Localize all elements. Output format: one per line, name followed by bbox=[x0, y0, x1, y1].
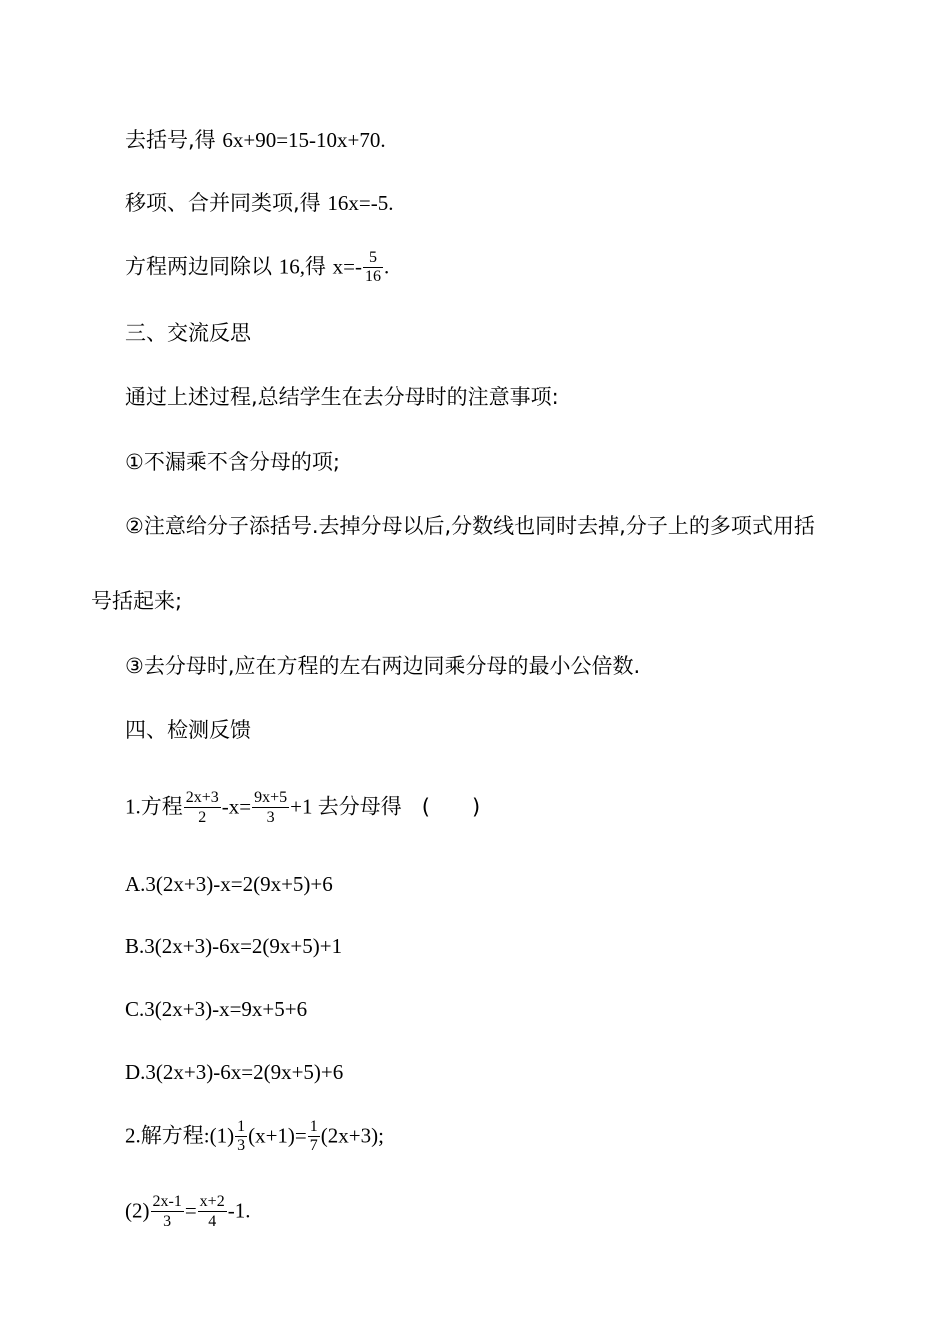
section-heading-3: 三、交流反思 bbox=[125, 321, 251, 345]
list-item-2: ②注意给分子添括号.去掉分母以后,分数线也同时去掉,分子上的多项式用括 bbox=[125, 514, 815, 538]
denominator: 16 bbox=[364, 268, 381, 285]
list-item-1: ①不漏乘不含分母的项; bbox=[125, 450, 340, 474]
fraction bbox=[184, 788, 221, 827]
text-line-combine-terms bbox=[125, 187, 393, 219]
equation: (2x+3); bbox=[320, 1123, 384, 1148]
fraction bbox=[252, 788, 289, 827]
fraction bbox=[151, 1192, 184, 1231]
option-b: B.3(2x+3)-6x=2(9x+5)+1 bbox=[125, 934, 343, 958]
answer-blank: ( ) bbox=[421, 794, 481, 819]
question-1 bbox=[125, 788, 480, 827]
denominator: 3 bbox=[252, 807, 289, 827]
equation: (x+1)= bbox=[248, 1123, 307, 1148]
option-d: D.3(2x+3)-6x=2(9x+5)+6 bbox=[125, 1060, 344, 1084]
text-cn: 去括号,得 bbox=[125, 128, 223, 152]
equation: 16x=-5. bbox=[327, 191, 394, 215]
numerator: 2x-1 bbox=[152, 1193, 182, 1210]
number: 16, bbox=[278, 254, 305, 279]
fraction bbox=[308, 1118, 320, 1155]
text-line-divide bbox=[125, 249, 389, 286]
question-2-part-2 bbox=[125, 1192, 250, 1231]
equation: -x= bbox=[221, 794, 252, 819]
denominator: 3 bbox=[151, 1211, 184, 1231]
question-2-part-1 bbox=[125, 1118, 384, 1155]
text-cn: 移项、合并同类项,得 bbox=[125, 191, 328, 215]
section-heading-4: 四、检测反馈 bbox=[125, 718, 251, 742]
period: . bbox=[383, 254, 390, 279]
text-cn: 去分母得 bbox=[317, 794, 402, 819]
list-item-2-continued: 号括起来; bbox=[91, 589, 183, 613]
numerator: 1 bbox=[309, 1118, 318, 1135]
question-number: 2. bbox=[125, 1123, 141, 1148]
fraction bbox=[198, 1192, 227, 1231]
denominator: 2 bbox=[184, 807, 221, 827]
denominator: 4 bbox=[198, 1211, 227, 1231]
text-cn: 解方程 bbox=[140, 1123, 204, 1148]
numerator: 5 bbox=[368, 249, 377, 266]
question-number: 1. bbox=[125, 794, 141, 819]
part-label: :(1) bbox=[203, 1123, 235, 1148]
part-label: (2) bbox=[125, 1198, 150, 1223]
equation: +1 bbox=[290, 794, 318, 819]
paragraph-summary: 通过上述过程,总结学生在去分母时的注意事项: bbox=[125, 385, 559, 409]
equals: = bbox=[184, 1198, 197, 1223]
option-a: A.3(2x+3)-x=2(9x+5)+6 bbox=[125, 872, 333, 896]
option-c: C.3(2x+3)-x=9x+5+6 bbox=[125, 997, 308, 1021]
denominator: 3 bbox=[237, 1137, 246, 1154]
equation: -1. bbox=[227, 1198, 251, 1223]
numerator: 2x+3 bbox=[185, 789, 219, 806]
text-cn: 方程两边同除以 bbox=[125, 254, 279, 279]
list-item-3: ③去分母时,应在方程的左右两边同乘分母的最小公倍数. bbox=[125, 654, 641, 678]
equation: x=- bbox=[332, 254, 362, 279]
text-cn: 得 bbox=[304, 254, 333, 279]
numerator: 1 bbox=[237, 1118, 246, 1135]
numerator: 9x+5 bbox=[254, 789, 288, 806]
fraction bbox=[235, 1118, 247, 1155]
numerator: x+2 bbox=[199, 1193, 225, 1210]
equation: 6x+90=15-10x+70. bbox=[222, 128, 386, 152]
fraction bbox=[363, 249, 383, 286]
text-cn: 方程 bbox=[140, 794, 183, 819]
text-line-remove-brackets bbox=[125, 124, 386, 156]
denominator: 7 bbox=[309, 1137, 318, 1154]
